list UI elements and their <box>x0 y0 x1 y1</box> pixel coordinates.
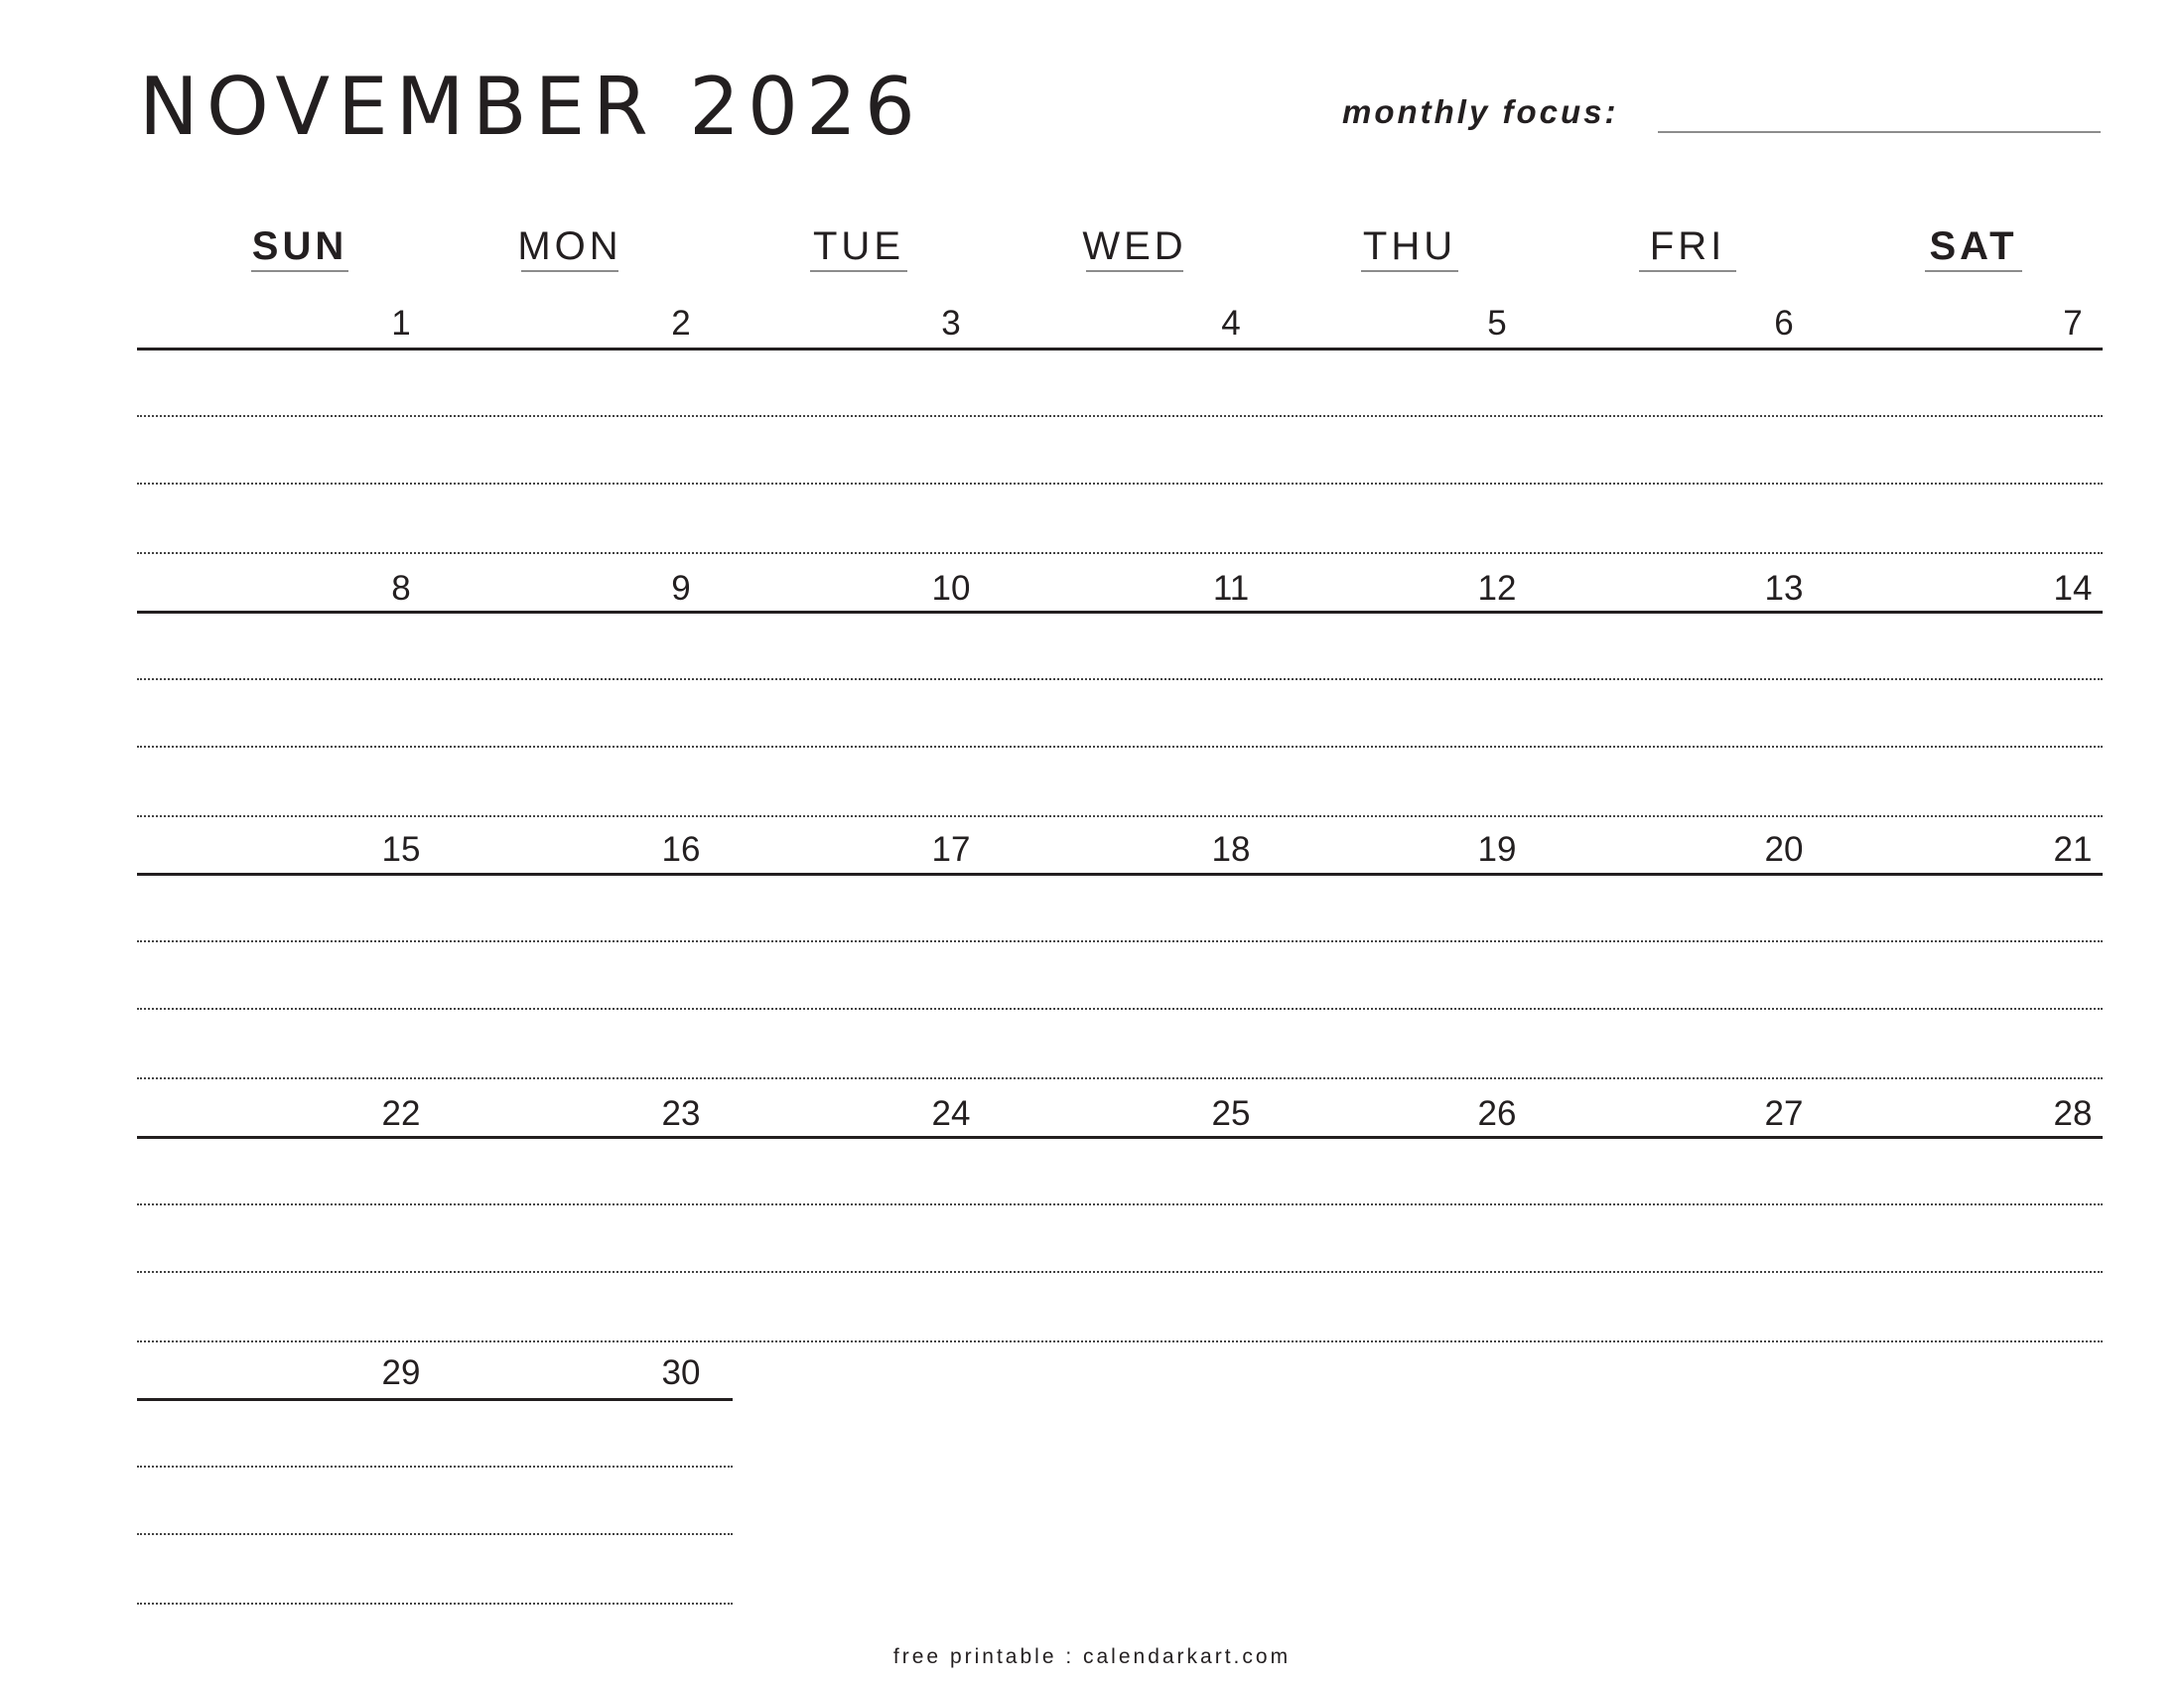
monthly-focus-line <box>1658 131 2101 133</box>
day-number: 12 <box>1477 569 1517 608</box>
day-number: 5 <box>1487 304 1507 343</box>
writing-line[interactable] <box>137 1008 2103 1010</box>
writing-line[interactable] <box>137 552 2103 554</box>
week-divider-line <box>137 873 2103 876</box>
day-number: 17 <box>931 830 971 869</box>
weekday-fri: FRI <box>1649 224 1726 268</box>
day-number: 11 <box>1212 569 1250 608</box>
weekday-tue: TUE <box>813 224 904 268</box>
day-number: 14 <box>2053 569 2093 608</box>
weekday-underline <box>1925 270 2022 272</box>
week-divider-line <box>137 1136 2103 1139</box>
month-title: NOVEMBER 2026 <box>139 61 923 153</box>
day-number: 18 <box>1211 830 1251 869</box>
day-number: 15 <box>381 830 421 869</box>
day-number: 13 <box>1764 569 1804 608</box>
weekday-wed: WED <box>1082 224 1187 268</box>
day-number: 25 <box>1211 1094 1251 1133</box>
weekday-underline <box>810 270 907 272</box>
day-number: 4 <box>1221 304 1241 343</box>
day-number: 7 <box>2063 304 2083 343</box>
monthly-focus-label: monthly focus: <box>1342 93 1619 130</box>
day-number: 30 <box>661 1353 701 1392</box>
weekday-underline <box>1639 270 1736 272</box>
writing-line[interactable] <box>137 1271 2103 1273</box>
day-number: 2 <box>671 304 691 343</box>
writing-line[interactable] <box>137 678 2103 680</box>
weekday-sun: SUN <box>251 224 348 268</box>
writing-line[interactable] <box>137 1203 2103 1205</box>
day-number: 24 <box>931 1094 971 1133</box>
writing-line[interactable] <box>137 1077 2103 1079</box>
week-divider-line <box>137 611 2103 614</box>
day-number: 16 <box>661 830 701 869</box>
writing-line[interactable] <box>137 1533 733 1535</box>
week-divider-line <box>137 1398 733 1401</box>
day-number: 3 <box>941 304 961 343</box>
weekday-sat: SAT <box>1929 224 2018 268</box>
day-number: 10 <box>931 569 971 608</box>
weekday-underline <box>251 270 348 272</box>
writing-line[interactable] <box>137 1340 2103 1342</box>
writing-line[interactable] <box>137 940 2103 942</box>
day-number: 29 <box>381 1353 421 1392</box>
day-number: 26 <box>1477 1094 1517 1133</box>
week-divider-line <box>137 348 2103 351</box>
writing-line[interactable] <box>137 415 2103 417</box>
writing-line[interactable] <box>137 1603 733 1605</box>
day-number: 6 <box>1774 304 1794 343</box>
day-number: 9 <box>671 569 691 608</box>
day-number: 22 <box>381 1094 421 1133</box>
day-number: 20 <box>1764 830 1804 869</box>
day-number: 28 <box>2053 1094 2093 1133</box>
weekday-underline <box>521 270 618 272</box>
weekday-mon: MON <box>517 224 622 268</box>
weekday-thu: THU <box>1362 224 1457 268</box>
weekday-underline <box>1086 270 1183 272</box>
writing-line[interactable] <box>137 1466 733 1468</box>
writing-line[interactable] <box>137 483 2103 485</box>
day-number: 19 <box>1477 830 1517 869</box>
day-number: 1 <box>391 304 411 343</box>
writing-line[interactable] <box>137 746 2103 748</box>
day-number: 21 <box>2053 830 2093 869</box>
footer-credit: free printable : calendarkart.com <box>892 1645 1292 1668</box>
weekday-underline <box>1361 270 1458 272</box>
day-number: 8 <box>391 569 411 608</box>
day-number: 27 <box>1764 1094 1804 1133</box>
day-number: 23 <box>661 1094 701 1133</box>
writing-line[interactable] <box>137 815 2103 817</box>
